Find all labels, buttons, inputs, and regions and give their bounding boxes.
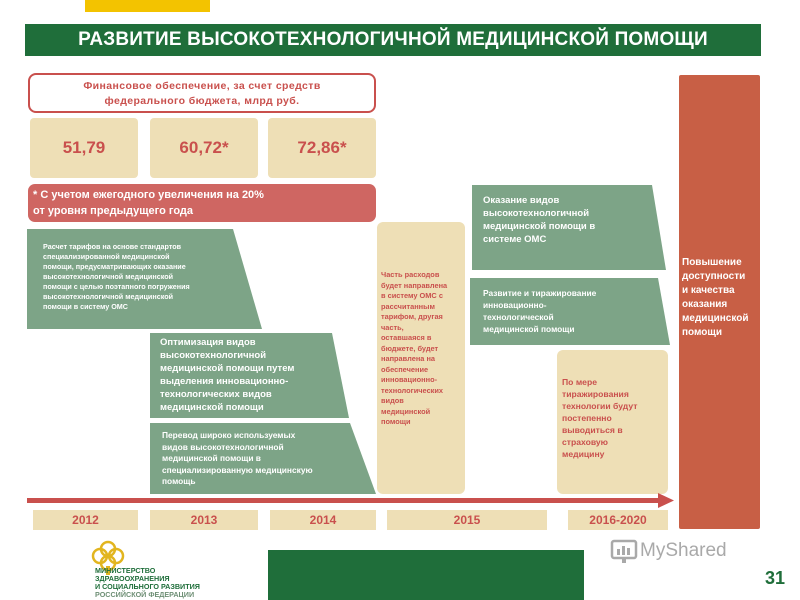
expenses-line: технологических (381, 385, 444, 395)
expenses-line: будет направлена (381, 280, 448, 290)
replication-line: выводиться в (562, 425, 623, 435)
provision-line: системе ОМС (483, 234, 547, 245)
transfer-line: специализированную медицинскую (162, 464, 313, 475)
tariffs-line: помощи в систему ОМС (43, 302, 128, 311)
financing-label-line1: Финансовое обеспечение, за счет средств (83, 80, 321, 92)
replication-line: тиражирования (562, 389, 629, 399)
growth-note-line1: * С учетом ежегодного увеличения на 20% (33, 189, 264, 201)
expenses-line: Часть расходов (381, 270, 440, 279)
funding-2012: 51,79 (30, 118, 138, 178)
replication-line: постепенно (562, 413, 612, 423)
provision-line: высокотехнологичной (483, 208, 590, 219)
replication-line: медицину (562, 449, 605, 459)
replication-block (562, 376, 666, 460)
tariffs-line: помощи с целью поэтапного погружения (43, 282, 190, 291)
optimization-block (160, 336, 340, 414)
year-2015: 2015 (387, 510, 547, 530)
expenses-line: в систему ОМС с (381, 291, 443, 300)
tariffs-line: специализированной медицинской (43, 252, 170, 261)
tariffs-line: высокотехнологичной медицинской (43, 272, 174, 281)
optimization-line: высокотехнологичной (160, 350, 267, 361)
timeline-arrow-head (658, 493, 674, 508)
transfer-line: видов высокотехнологичной (162, 441, 284, 452)
tariffs-line: Расчет тарифов на основе стандартов (43, 242, 182, 251)
year-2013: 2013 (150, 510, 258, 530)
financing-label-line2: федерального бюджета, млрд руб. (104, 95, 300, 107)
transfer-line: Перевод широко используемых (162, 430, 296, 440)
tariffs-line: высокотехнологичной медицинской (43, 292, 174, 301)
transfer-block (162, 430, 362, 488)
expenses-line: тарифом, другая (381, 312, 443, 321)
replication-line: страховую (562, 437, 609, 447)
expenses-line: помощи (381, 417, 411, 426)
watermark-text: MyShared (640, 540, 727, 561)
ministry-line: МИНИСТЕРСТВО (95, 566, 156, 575)
footer-bar (268, 550, 584, 600)
optimization-line: медицинской помощи путем (160, 363, 295, 374)
tariffs-line: помощи, предусматривающих оказание (43, 262, 186, 271)
expenses-line: бюджете, будет (381, 343, 439, 353)
expenses-line: часть, (381, 322, 404, 332)
development-line: медицинской помощи (483, 324, 575, 334)
outcome-line: и качества (682, 285, 735, 296)
outcome-line: доступности (682, 271, 746, 282)
funding-2013: 60,72* (150, 118, 258, 178)
optimization-line: медицинской помощи (160, 402, 264, 413)
year-2014: 2014 (270, 510, 376, 530)
expenses-line: видов (381, 396, 404, 405)
ministry-line: ЗДРАВООХРАНЕНИЯ (95, 574, 170, 583)
expenses-line: оставшаяся в (381, 333, 432, 342)
transfer-line: помощь (162, 476, 196, 486)
tariffs-block (43, 242, 243, 312)
development-line: Развитие и тиражирование (483, 288, 597, 298)
funding-2014: 72,86* (268, 118, 376, 178)
ministry-text (95, 567, 265, 599)
outcome-line: помощи (682, 327, 722, 338)
page-title: РАЗВИТИЕ ВЫСОКОТЕХНОЛОГИЧНОЙ МЕДИЦИНСКОЙ ПОМОЩИ (25, 24, 761, 56)
watermark-icon (609, 537, 639, 567)
expenses-line: инновационно- (381, 375, 438, 384)
growth-note-line2: от уровня предыдущего года (33, 205, 193, 217)
ministry-line: И СОЦИАЛЬНОГО РАЗВИТИЯ (95, 582, 200, 591)
development-line: инновационно- (483, 300, 547, 310)
transfer-line: медицинской помощи в (162, 453, 261, 463)
optimization-line: технологических видов (160, 389, 272, 400)
outcome-line: оказания (682, 299, 728, 310)
expenses-line: рассчитанным (381, 301, 435, 311)
development-line: технологической (483, 312, 554, 322)
expenses-line: направлена на (381, 354, 436, 363)
development-block (483, 287, 653, 335)
replication-line: По мере (562, 377, 597, 387)
year-2016-2020: 2016-2020 (568, 510, 668, 530)
provision-line: медицинской помощи в (483, 221, 596, 232)
provision-block (483, 194, 653, 246)
provision-line: Оказание видов (483, 195, 560, 206)
timeline-arrow-shaft (27, 498, 659, 503)
expenses-line: обеспечение (381, 364, 429, 374)
expenses-line: медицинской (381, 406, 431, 416)
year-2012: 2012 (33, 510, 138, 530)
optimization-line: выделения инновационно- (160, 376, 289, 387)
page-number: 31 (764, 568, 785, 588)
replication-line: технологии будут (562, 401, 638, 411)
outcome-line: медицинской (682, 313, 749, 324)
outcome-line: Повышение (682, 257, 742, 268)
outcome-block (682, 256, 760, 340)
expenses-block (381, 270, 463, 428)
optimization-line: Оптимизация видов (160, 337, 256, 348)
ministry-line: РОССИЙСКОЙ ФЕДЕРАЦИИ (95, 590, 195, 599)
